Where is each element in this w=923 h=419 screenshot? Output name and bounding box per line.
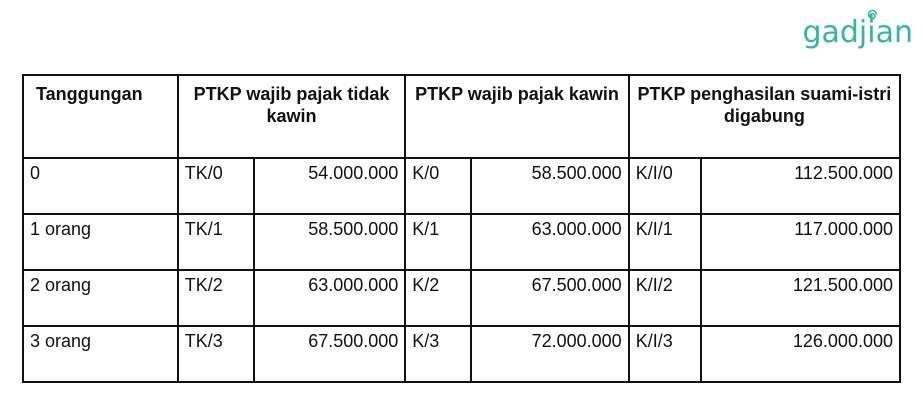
k-code-cell: K/1 [405,214,471,270]
header-married: PTKP wajib pajak kawin [405,75,628,158]
dependents-cell: 1 orang [23,214,178,270]
ki-amount-cell: 112.500.000 [701,158,900,214]
dependents-cell: 2 orang [23,270,178,326]
tk-code-cell: TK/2 [178,270,254,326]
table-header-row [23,75,900,158]
table-row [23,214,900,270]
ki-code-cell: K/I/1 [629,214,701,270]
k-code-cell: K/3 [405,326,471,382]
header-single: PTKP wajib pajak tidak kawin [178,75,405,158]
table-row [23,270,900,326]
k-amount-cell: 58.500.000 [471,158,629,214]
tk-amount-cell: 67.500.000 [254,326,406,382]
brand-name: gadjian [802,15,913,50]
table-row [23,158,900,214]
k-amount-cell: 63.000.000 [471,214,629,270]
tk-code-cell: TK/1 [178,214,254,270]
k-code-cell: K/2 [405,270,471,326]
header-combined: PTKP penghasilan suami-istri digabung [629,75,900,158]
ki-amount-cell: 126.000.000 [701,326,900,382]
ki-amount-cell: 117.000.000 [701,214,900,270]
tk-amount-cell: 54.000.000 [254,158,406,214]
ptkp-table [22,74,901,383]
ki-code-cell: K/I/0 [629,158,701,214]
ki-code-cell: K/I/2 [629,270,701,326]
k-code-cell: K/0 [405,158,471,214]
dependents-cell: 3 orang [23,326,178,382]
header-dependents: Tanggungan [23,75,178,158]
table-row [23,326,900,382]
ki-code-cell: K/I/3 [629,326,701,382]
tk-amount-cell: 58.500.000 [254,214,406,270]
brand-logo [802,10,913,48]
k-amount-cell: 67.500.000 [471,270,629,326]
dependents-cell: 0 [23,158,178,214]
ki-amount-cell: 121.500.000 [701,270,900,326]
k-amount-cell: 72.000.000 [471,326,629,382]
tk-amount-cell: 63.000.000 [254,270,406,326]
tk-code-cell: TK/3 [178,326,254,382]
tk-code-cell: TK/0 [178,158,254,214]
swirl-icon [863,8,879,24]
